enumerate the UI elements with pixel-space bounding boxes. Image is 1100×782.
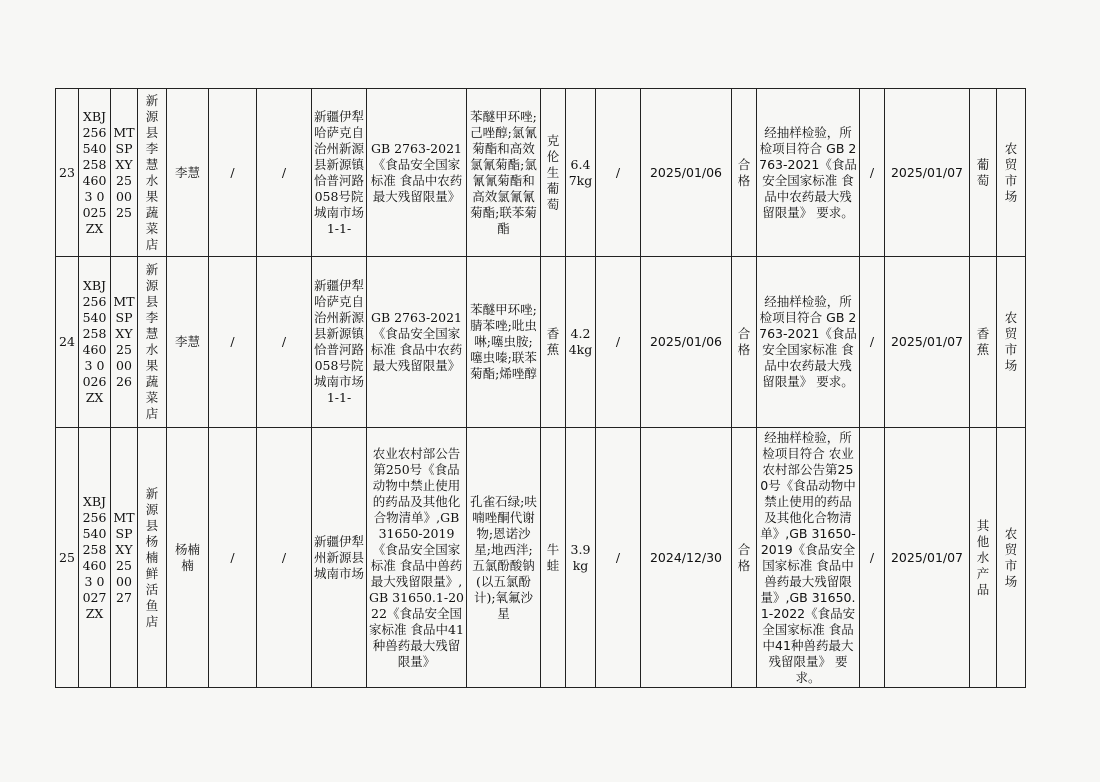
- sampling-place: 农贸市场: [997, 257, 1026, 428]
- sampling-place: 农贸市场: [997, 89, 1026, 257]
- empty-cell: /: [257, 257, 312, 428]
- empty-cell: /: [860, 89, 885, 257]
- test-standard: GB 2763-2021《食品安全国家标准 食品中农药最大残留限量》: [367, 257, 467, 428]
- empty-cell: /: [257, 89, 312, 257]
- sampling-date: 2025/01/06: [641, 89, 732, 257]
- sampling-number: MTSPXY250025: [111, 89, 138, 257]
- test-items: 苯醚甲环唑;腈苯唑;吡虫啉;噻虫胺;噻虫嗪;联苯菊酯;烯唑醇: [467, 257, 541, 428]
- empty-cell: /: [209, 428, 257, 688]
- table-row: [56, 428, 1026, 688]
- empty-cell: /: [596, 257, 641, 428]
- sampling-date: 2025/01/06: [641, 257, 732, 428]
- sample-code: XBJ2565402584603 0027ZX: [79, 428, 111, 688]
- sample-code: XBJ2565402584603 0026ZX: [79, 257, 111, 428]
- empty-cell: /: [257, 428, 312, 688]
- food-category: 其他水产品: [970, 428, 997, 688]
- sampling-date: 2024/12/30: [641, 428, 732, 688]
- food-category: 香蕉: [970, 257, 997, 428]
- test-standard: 农业农村部公告第250号《食品动物中禁止使用的药品及其他化合物清单》,GB 31650-2019《食品安全国家标准 食品中兽药最大残留限量》,GB 31650.1-2022《食品安全国家标准 食品中41种兽药最大残留限量》: [367, 428, 467, 688]
- test-result: 合格: [732, 257, 757, 428]
- inspection-results-table: [55, 88, 1026, 688]
- test-standard: GB 2763-2021《食品安全国家标准 食品中农药最大残留限量》: [367, 89, 467, 257]
- report-date: 2025/01/07: [885, 428, 970, 688]
- report-date: 2025/01/07: [885, 257, 970, 428]
- test-conclusion: 经抽样检验，所检项目符合 农业农村部公告第250号《食品动物中禁止使用的药品及其他化合物清单》,GB 31650-2019《食品安全国家标准 食品中兽药最大残留限量》,GB 31650.1-2022《食品安全国家标准 食品中41种兽药最大残留限量》 要求。: [757, 428, 860, 688]
- empty-cell: /: [209, 257, 257, 428]
- report-date: 2025/01/07: [885, 89, 970, 257]
- sampling-place: 农贸市场: [997, 428, 1026, 688]
- sampling-number: MTSPXY250026: [111, 257, 138, 428]
- empty-cell: /: [596, 89, 641, 257]
- sample-name: 克伦生葡萄: [541, 89, 566, 257]
- sample-quantity: 4.24kg: [566, 257, 596, 428]
- sample-quantity: 3.9kg: [566, 428, 596, 688]
- test-result: 合格: [732, 89, 757, 257]
- unit-address: 新疆伊犁州新源县城南市场: [312, 428, 367, 688]
- empty-cell: /: [209, 89, 257, 257]
- sample-name: 牛蛙: [541, 428, 566, 688]
- responsible-person: 李慧: [167, 89, 209, 257]
- test-result: 合格: [732, 428, 757, 688]
- sample-code: XBJ2565402584603 0025ZX: [79, 89, 111, 257]
- food-category: 葡萄: [970, 89, 997, 257]
- table-row: [56, 257, 1026, 428]
- table-row: [56, 89, 1026, 257]
- test-conclusion: 经抽样检验，所检项目符合 GB 2763-2021《食品安全国家标准 食品中农药最大残留限量》 要求。: [757, 89, 860, 257]
- test-conclusion: 经抽样检验，所检项目符合 GB 2763-2021《食品安全国家标准 食品中农药最大残留限量》 要求。: [757, 257, 860, 428]
- empty-cell: /: [860, 428, 885, 688]
- row-number: 24: [56, 257, 79, 428]
- test-items: 孔雀石绿;呋喃唑酮代谢物;恩诺沙星;地西泮;五氯酚酸钠(以五氯酚计);氧氟沙星: [467, 428, 541, 688]
- unit-address: 新疆伊犁哈萨克自治州新源县新源镇恰普河路058号院城南市场1-1-: [312, 257, 367, 428]
- empty-cell: /: [596, 428, 641, 688]
- test-items: 苯醚甲环唑;己唑醇;氯氰菊酯和高效氯氰菊酯;氯氰氰菊酯和高效氯氰氰菊酯;联苯菊酯: [467, 89, 541, 257]
- sampled-unit: 新源县李慧水果蔬菜店: [138, 89, 167, 257]
- sampling-number: MTSPXY250027: [111, 428, 138, 688]
- responsible-person: 李慧: [167, 257, 209, 428]
- sampled-unit: 新源县李慧水果蔬菜店: [138, 257, 167, 428]
- responsible-person: 杨楠楠: [167, 428, 209, 688]
- row-number: 23: [56, 89, 79, 257]
- empty-cell: /: [860, 257, 885, 428]
- sample-quantity: 6.47kg: [566, 89, 596, 257]
- row-number: 25: [56, 428, 79, 688]
- unit-address: 新疆伊犁哈萨克自治州新源县新源镇恰普河路058号院城南市场1-1-: [312, 89, 367, 257]
- sample-name: 香蕉: [541, 257, 566, 428]
- sampled-unit: 新源县杨楠鲜活鱼店: [138, 428, 167, 688]
